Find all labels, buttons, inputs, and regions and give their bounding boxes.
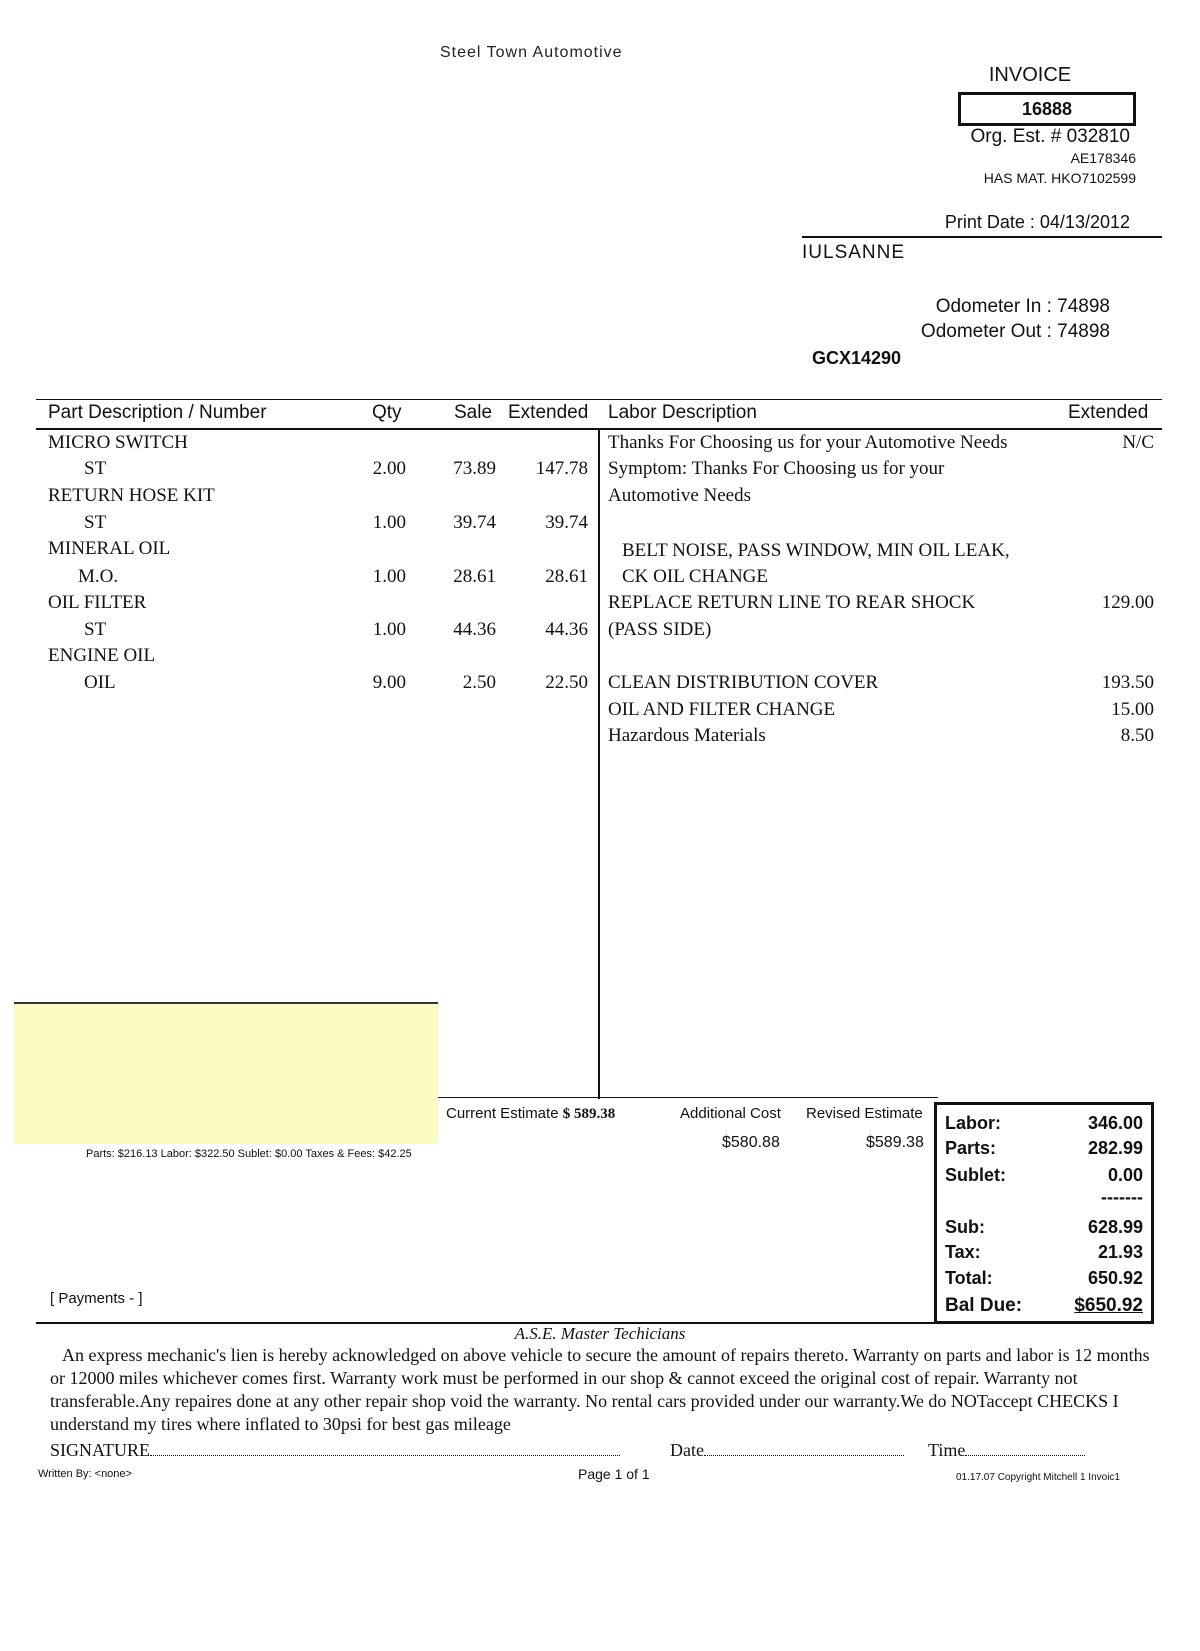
- labor-description: (PASS SIDE): [608, 619, 712, 640]
- odometer-in: [860, 296, 1110, 318]
- labor-description: Thanks For Choosing us for your Automotive Needs: [608, 432, 1008, 453]
- estimate-line: [438, 1097, 938, 1098]
- part-extended: 44.36: [545, 619, 588, 640]
- part-sale: 2.50: [462, 672, 496, 693]
- part-number: ST: [84, 458, 107, 479]
- print-date-value: 04/13/2012: [1039, 212, 1130, 232]
- labor-amount: 193.50: [1101, 672, 1154, 693]
- sticky-note-edge: [14, 1002, 438, 1004]
- part-extended: 39.74: [545, 512, 588, 533]
- page-number: Page 1 of 1: [578, 1466, 650, 1482]
- time-blank: [965, 1441, 1085, 1456]
- total-label: Total:: [945, 1268, 993, 1288]
- part-number: OIL: [84, 672, 116, 693]
- part-sale: 28.61: [453, 566, 496, 587]
- totals-separator: -------: [1101, 1187, 1143, 1207]
- labor-description: OIL AND FILTER CHANGE: [608, 699, 836, 720]
- signature-line: [50, 1440, 620, 1461]
- signature-label: SIGNATURE: [50, 1440, 151, 1460]
- sublet-label: Sublet:: [945, 1165, 1006, 1185]
- date-blank: [704, 1441, 904, 1456]
- additional-cost-value: $580.88: [722, 1134, 780, 1151]
- labor-col-description: Labor Description: [608, 402, 757, 423]
- labor-row: [608, 699, 1154, 725]
- ase-note: A.S.E. Master Techicians: [514, 1324, 686, 1343]
- labor-amount: 129.00: [1101, 592, 1154, 613]
- totals-separator-row: [945, 1187, 1143, 1213]
- customer-name: IULSANNE: [802, 242, 906, 263]
- totals-tax: [945, 1242, 1143, 1268]
- labor-col-extended: Extended: [1068, 402, 1149, 423]
- invoice-label: INVOICE: [988, 64, 1072, 86]
- part-description: MICRO SWITCH: [48, 432, 188, 453]
- parts-total: 282.99: [1087, 1138, 1143, 1158]
- labor-row: [608, 672, 1154, 698]
- part-description: RETURN HOSE KIT: [48, 485, 215, 506]
- part-description: MINERAL OIL: [48, 538, 171, 559]
- part-row-desc: [36, 485, 596, 511]
- part-row-detail: [36, 619, 596, 645]
- part-row-desc: [36, 432, 596, 458]
- labor-total: 346.00: [1087, 1113, 1143, 1133]
- part-qty: 1.00: [372, 566, 406, 587]
- parts-label: Parts:: [945, 1138, 997, 1158]
- totals-parts: [945, 1138, 1143, 1164]
- totals-sub: [945, 1217, 1143, 1243]
- labor-description: CK OIL CHANGE: [622, 566, 769, 587]
- part-number: ST: [84, 619, 107, 640]
- has-mat-number: HAS MAT. HKO7102599: [983, 170, 1136, 186]
- part-row-desc: [36, 645, 596, 671]
- org-estimate-number: Org. Est. # 032810: [970, 126, 1130, 147]
- labor-description: BELT NOISE, PASS WINDOW, MIN OIL LEAK,: [622, 540, 1010, 561]
- labor-description: Automotive Needs: [608, 485, 752, 506]
- part-row-desc: [36, 538, 596, 564]
- part-qty: 9.00: [372, 672, 406, 693]
- labor-row: [608, 619, 1154, 645]
- odometer-in-label: Odometer In :: [935, 296, 1052, 317]
- part-extended: 28.61: [545, 566, 588, 587]
- labor-row: [608, 432, 1154, 458]
- print-date-label: Print Date :: [944, 212, 1035, 232]
- part-qty: 1.00: [372, 512, 406, 533]
- labor-row: [608, 725, 1154, 751]
- parts-col-description: Part Description / Number: [48, 402, 267, 423]
- labor-description: REPLACE RETURN LINE TO REAR SHOCK: [608, 592, 976, 613]
- header-divider: [802, 236, 1162, 238]
- lien-warranty-text: An express mechanic's lien is hereby acknowledged on above vehicle to secure the amount of repairs thereto. Warranty on parts and labor is 12 months or 12000 miles whichever comes first. Warranty work must be performed in our shop & cannot exceed the original cost of repair. Warranty not transferable.Any repaires done at any other repair shop void the warranty. No rental cars provided under our warranty.We do NOTaccept CHECKS I understand my tires where inflated to 30psi for best gas mileage: [50, 1345, 1150, 1434]
- parts-col-qty: Qty: [372, 402, 402, 423]
- current-estimate: [446, 1105, 615, 1123]
- current-estimate-value: $ 589.38: [562, 1106, 616, 1122]
- labor-amount: 15.00: [1111, 699, 1154, 720]
- time-line: [928, 1440, 1085, 1461]
- totals-total: [945, 1268, 1143, 1294]
- part-description: OIL FILTER: [48, 592, 147, 613]
- ae-number: AE178346: [1070, 150, 1136, 166]
- labor-row: [608, 592, 1154, 618]
- additional-cost-label: Additional Cost: [680, 1105, 781, 1122]
- parts-summary: Parts: $216.13 Labor: $322.50 Sublet: $0.00 Taxes & Fees: $42.25: [86, 1148, 412, 1160]
- column-divider: [598, 429, 600, 1099]
- labor-description: Symptom: Thanks For Choosing us for your: [608, 458, 945, 479]
- part-qty: 2.00: [372, 458, 406, 479]
- balance-due: $650.92: [1074, 1295, 1143, 1316]
- totals-bal-due: [945, 1295, 1143, 1321]
- part-sale: 39.74: [453, 512, 496, 533]
- vehicle-id: GCX14290: [812, 348, 902, 368]
- part-row-detail: [36, 672, 596, 698]
- date-label: Date: [670, 1440, 704, 1460]
- labor-amount: 8.50: [1120, 725, 1154, 746]
- part-row-detail: [36, 458, 596, 484]
- bal-due-label: Bal Due:: [945, 1295, 1023, 1316]
- signature-blank: [150, 1441, 620, 1456]
- part-extended: 22.50: [545, 672, 588, 693]
- invoice-number: 16888: [958, 92, 1136, 126]
- odometer-out: [860, 321, 1110, 343]
- labor-row: [608, 540, 1154, 566]
- labor-row: [608, 566, 1154, 592]
- date-line: [670, 1440, 904, 1461]
- sub-total: 628.99: [1087, 1217, 1143, 1237]
- tax-label: Tax:: [945, 1242, 981, 1262]
- part-number: ST: [84, 512, 107, 533]
- written-by: Written By: <none>: [38, 1468, 132, 1480]
- labor-row: [608, 458, 1154, 484]
- grand-total: 650.92: [1087, 1268, 1143, 1288]
- payments: [ Payments - ]: [50, 1290, 143, 1307]
- labor-description: CLEAN DISTRIBUTION COVER: [608, 672, 879, 693]
- odometer-out-label: Odometer Out :: [920, 321, 1052, 342]
- time-label: Time: [928, 1440, 966, 1460]
- tax-total: 21.93: [1097, 1242, 1143, 1262]
- part-sale: 44.36: [453, 619, 496, 640]
- part-row-detail: [36, 512, 596, 538]
- odometer-out-value: 74898: [1057, 321, 1110, 342]
- part-number: M.O.: [78, 566, 119, 587]
- part-description: ENGINE OIL: [48, 645, 156, 666]
- totals-labor: [945, 1113, 1143, 1139]
- sub-label: Sub:: [945, 1217, 985, 1237]
- revised-estimate-value: $589.38: [866, 1134, 924, 1151]
- table-top-line: [36, 399, 1162, 400]
- parts-col-extended: Extended: [508, 402, 589, 423]
- sticky-note: [14, 1002, 438, 1144]
- print-date: [880, 212, 1130, 233]
- labor-label: Labor:: [945, 1113, 1001, 1133]
- part-sale: 73.89: [453, 458, 496, 479]
- totals-box: [934, 1102, 1154, 1324]
- part-row-detail: [36, 566, 596, 592]
- labor-amount: N/C: [1122, 432, 1154, 453]
- part-extended: 147.78: [535, 458, 588, 479]
- odometer-in-value: 74898: [1057, 296, 1110, 317]
- copyright: 01.17.07 Copyright Mitchell 1 Invoic1: [956, 1472, 1120, 1483]
- current-estimate-label: Current Estimate: [446, 1105, 559, 1122]
- parts-col-sale: Sale: [454, 402, 493, 423]
- labor-row: [608, 485, 1154, 511]
- part-row-desc: [36, 592, 596, 618]
- shop-name: Steel Town Automotive: [440, 44, 623, 60]
- sublet-total: 0.00: [1107, 1165, 1143, 1185]
- part-qty: 1.00: [372, 619, 406, 640]
- revised-estimate-label: Revised Estimate: [806, 1105, 923, 1122]
- labor-description: Hazardous Materials: [608, 725, 766, 746]
